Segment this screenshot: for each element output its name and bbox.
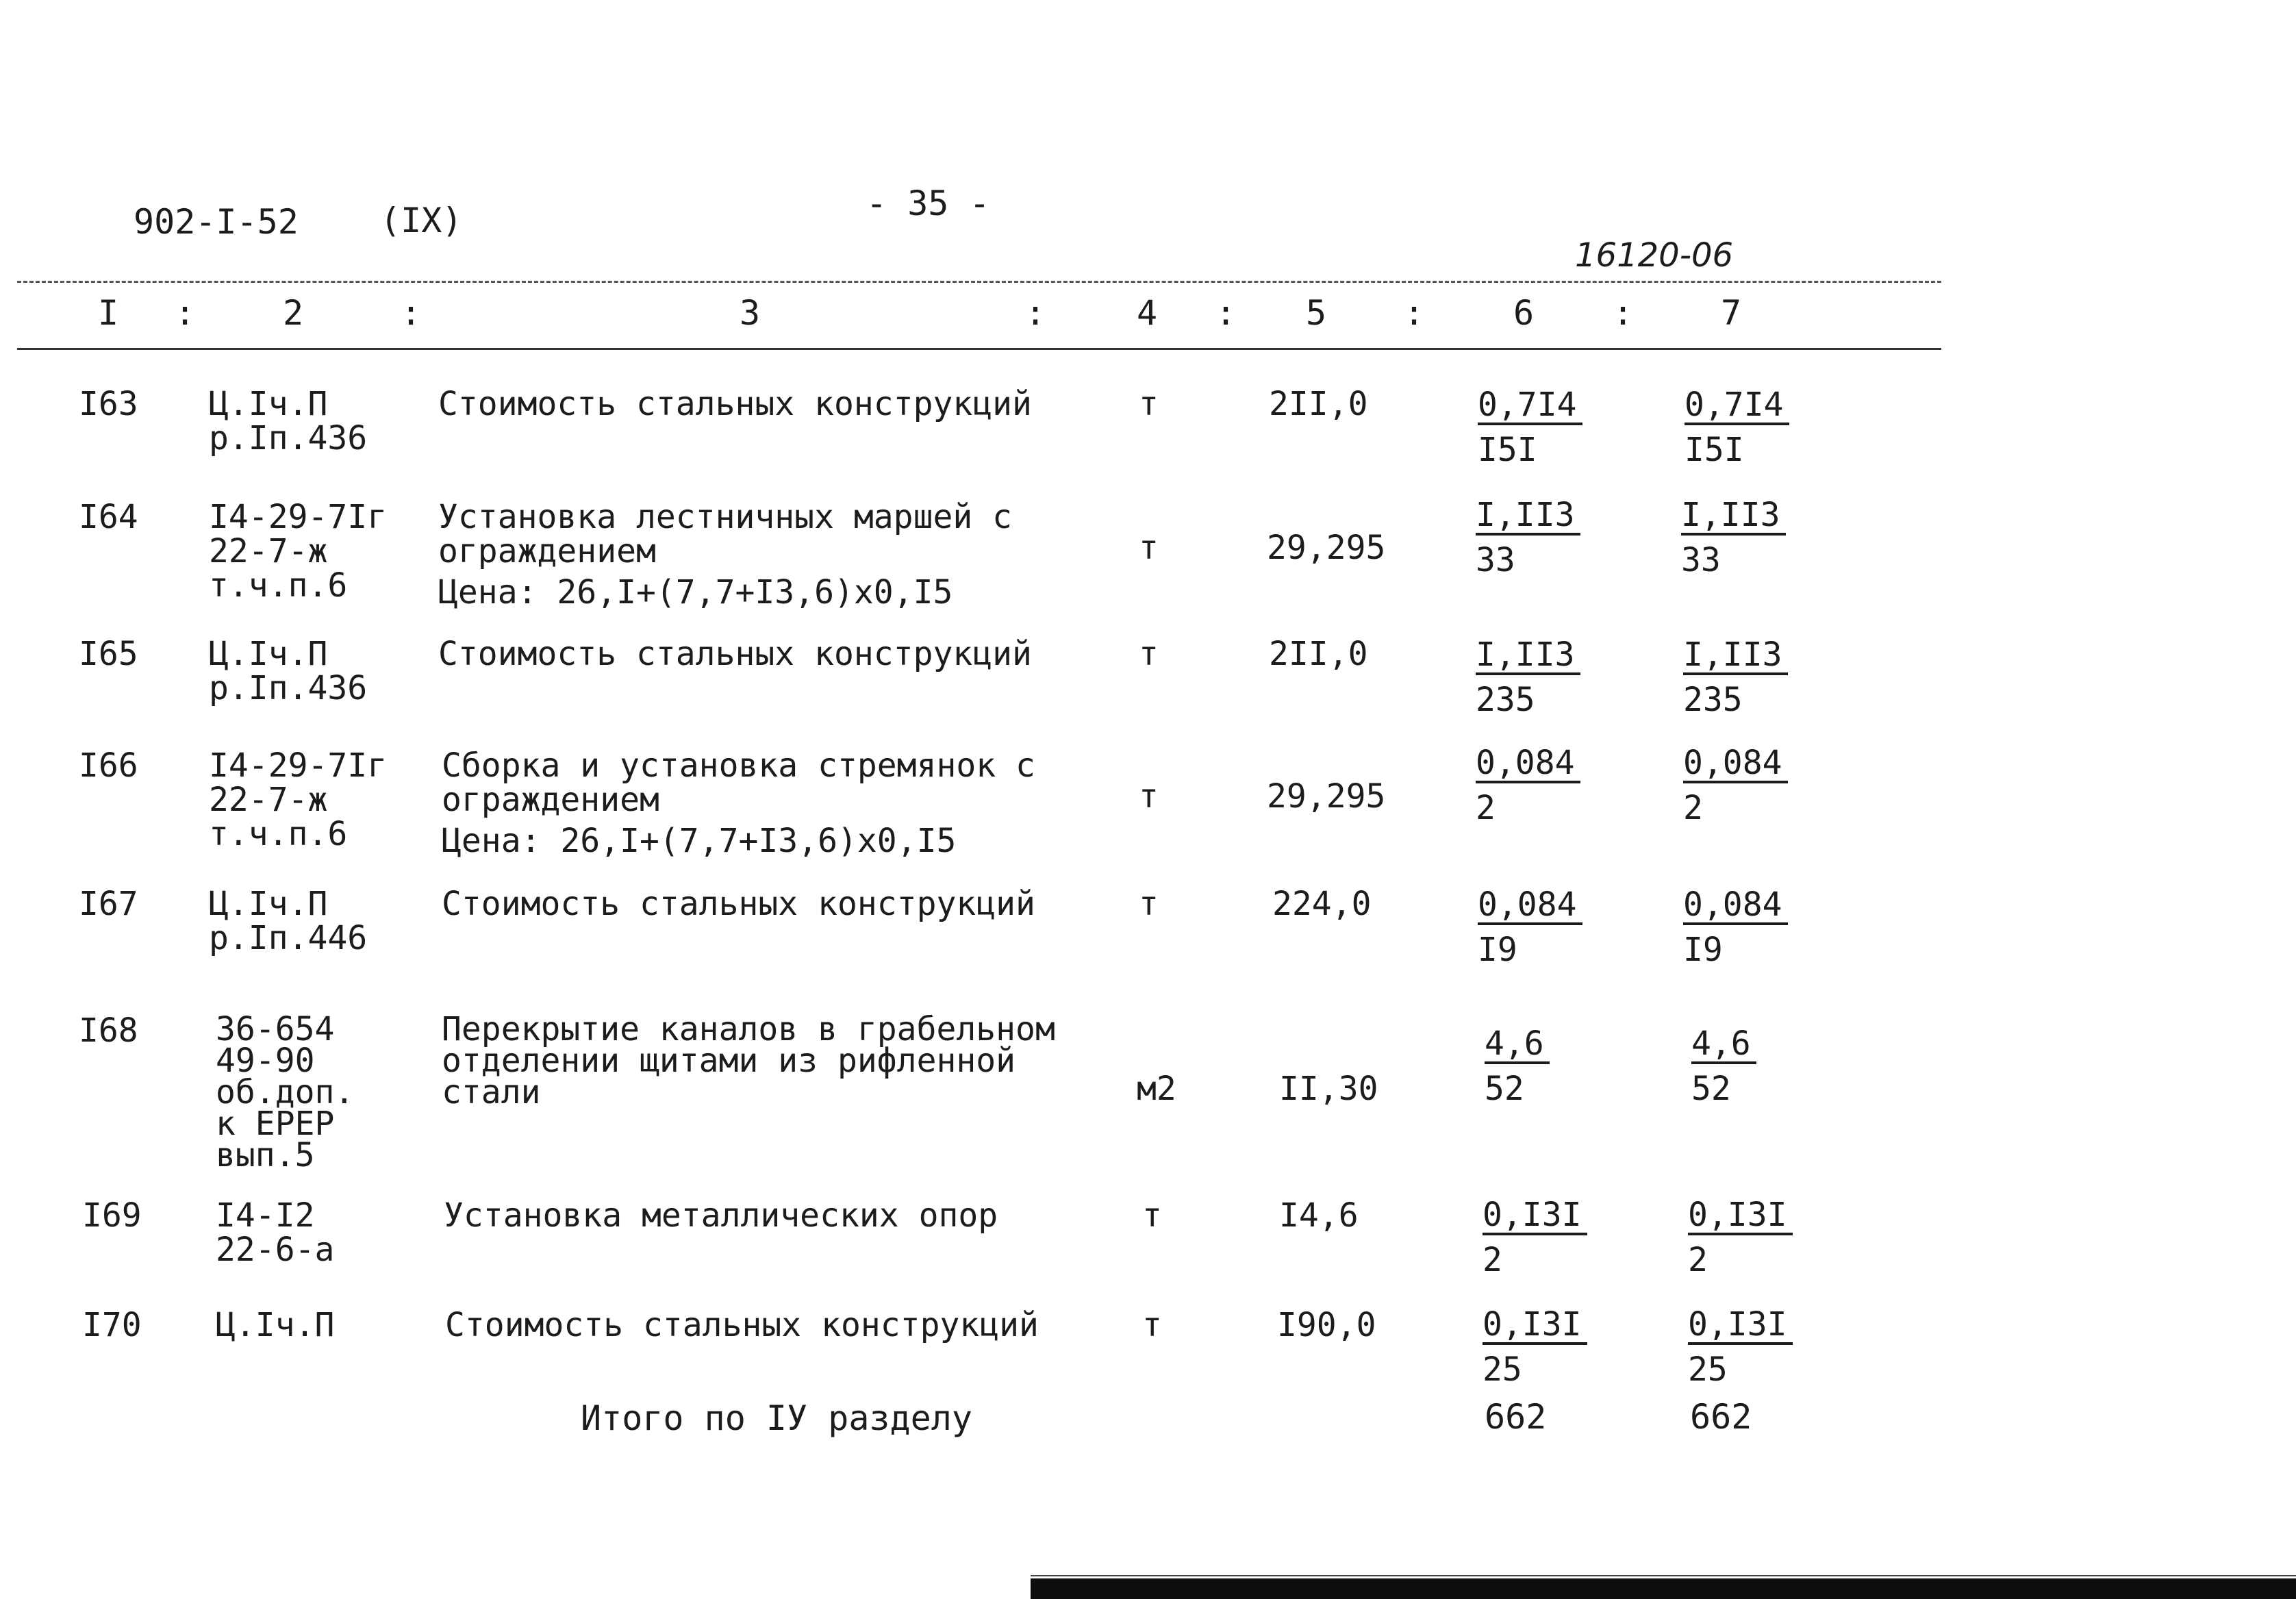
column-header-5: 5	[1306, 293, 1327, 333]
fraction-denominator: I5I	[1478, 431, 1537, 469]
fraction-numerator: I,II3	[1683, 638, 1788, 675]
row-quantity: II,30	[1279, 1070, 1378, 1108]
row-description	[442, 1010, 1055, 1111]
document-code: 902-I-52	[134, 202, 299, 242]
fraction-denominator: I9	[1683, 931, 1723, 969]
page-number: - 35 -	[866, 184, 990, 223]
fraction-numerator: 0,I3I	[1483, 1308, 1587, 1345]
fraction-denominator: 235	[1476, 681, 1535, 719]
fraction-numerator: 0,084	[1683, 888, 1788, 925]
reference-line: I4-29-7Iг	[209, 498, 388, 536]
column-6-fraction	[1476, 635, 1580, 719]
column-6-fraction	[1483, 1305, 1587, 1389]
column-7-fraction	[1691, 1024, 1756, 1108]
scan-edge-bar	[1031, 1578, 2296, 1599]
description-line: Установка металлических опор	[444, 1196, 998, 1235]
column-7-fraction	[1683, 635, 1788, 719]
fraction-denominator: 2	[1476, 789, 1496, 827]
row-quantity: 2II,0	[1269, 385, 1368, 423]
description-line: ограждением	[438, 532, 656, 570]
reference-line: 36-654	[216, 1010, 335, 1048]
column-7-fraction	[1688, 1196, 1793, 1279]
row-price-formula: Цена: 26,I+(7,7+I3,6)х0,I5	[442, 822, 957, 860]
fraction-numerator: 0,I3I	[1483, 1198, 1587, 1235]
row-quantity: 29,295	[1267, 777, 1386, 816]
column-7-fraction	[1683, 885, 1788, 969]
column-7-fraction	[1681, 496, 1786, 579]
row-description	[438, 637, 1032, 671]
column-header-2: 2	[283, 293, 304, 333]
column-header-3: 3	[740, 293, 761, 333]
column-6-fraction	[1478, 885, 1582, 969]
row-number: I68	[79, 1011, 138, 1050]
row-description	[442, 748, 1035, 817]
fraction-numerator: 0,084	[1478, 888, 1582, 925]
row-description	[438, 387, 1032, 421]
fraction-numerator: 0,084	[1683, 746, 1788, 783]
column-7-fraction	[1685, 386, 1789, 469]
header-top-rule	[17, 281, 1941, 283]
scan-edge-line	[1031, 1575, 2296, 1576]
row-number: I63	[79, 385, 138, 423]
fraction-numerator: 0,7I4	[1478, 388, 1582, 425]
fraction-denominator: 52	[1691, 1070, 1731, 1108]
fraction-numerator: I,II3	[1476, 499, 1580, 536]
row-reference	[216, 1308, 334, 1342]
column-separator: :	[1215, 293, 1237, 333]
row-reference	[216, 1010, 355, 1174]
fraction-denominator: 235	[1683, 681, 1743, 719]
row-reference	[209, 387, 367, 455]
section-number: (IX)	[380, 201, 463, 240]
row-reference	[209, 887, 367, 955]
reference-line: р.Iп.436	[209, 669, 368, 707]
row-number: I66	[79, 746, 138, 785]
reference-line: Ц.Iч.П	[209, 385, 328, 423]
reference-line: I4-29-7Iг	[209, 746, 388, 785]
column-6-fraction	[1478, 386, 1582, 469]
reference-line: вып.5	[216, 1136, 315, 1174]
row-reference	[209, 637, 367, 705]
fraction-denominator: 33	[1681, 541, 1721, 579]
reference-line: 22-6-а	[216, 1231, 335, 1269]
row-description	[444, 1198, 998, 1233]
reference-line: 22-7-ж	[209, 781, 328, 819]
fraction-denominator: 2	[1483, 1241, 1502, 1279]
fraction-denominator: I9	[1478, 931, 1517, 969]
reference-line: т.ч.п.6	[209, 815, 348, 853]
row-description	[442, 887, 1035, 921]
description-line: Стоимость стальных конструкций	[445, 1306, 1039, 1344]
reference-line: 22-7-ж	[209, 532, 328, 570]
fraction-numerator: 0,7I4	[1685, 388, 1789, 425]
row-number: I69	[82, 1196, 142, 1235]
fraction-numerator: I,II3	[1476, 638, 1580, 675]
row-reference	[209, 748, 387, 851]
row-unit: т	[1139, 385, 1159, 423]
column-6-fraction	[1476, 744, 1580, 827]
column-separator: :	[1404, 293, 1425, 333]
row-quantity: I90,0	[1277, 1306, 1376, 1344]
row-number: I65	[79, 635, 138, 673]
row-number: I70	[82, 1306, 142, 1344]
column-header-4: 4	[1137, 293, 1158, 333]
reference-line: к ЕРЕР	[216, 1105, 335, 1143]
reference-line: об.доп.	[216, 1073, 355, 1111]
row-description	[445, 1308, 1039, 1342]
fraction-numerator: I,II3	[1681, 499, 1786, 536]
column-header-6: 6	[1513, 293, 1535, 333]
description-line: Стоимость стальных конструкций	[438, 635, 1032, 673]
section-total-label: Итого по IУ разделу	[581, 1398, 972, 1438]
description-line: Перекрытие каналов в грабельном	[442, 1010, 1055, 1048]
row-quantity: 2II,0	[1269, 635, 1368, 673]
row-reference	[216, 1198, 334, 1267]
column-header-7: 7	[1721, 293, 1742, 333]
reference-line: р.Iп.436	[209, 419, 368, 457]
description-line: Сборка и установка стремянок с	[442, 746, 1035, 785]
row-unit: м2	[1137, 1070, 1176, 1108]
column-separator: :	[401, 293, 422, 333]
column-header-1: I	[98, 293, 119, 333]
handwritten-stamp-number: 16120-06	[1575, 236, 1734, 275]
fraction-denominator: I5I	[1685, 431, 1744, 469]
description-line: отделении щитами из рифленной	[442, 1042, 1016, 1080]
fraction-numerator: 0,084	[1476, 746, 1580, 783]
column-separator: :	[1613, 293, 1634, 333]
reference-line: Ц.Iч.П	[216, 1306, 335, 1344]
row-unit: т	[1142, 1196, 1162, 1235]
column-separator: :	[175, 293, 196, 333]
fraction-numerator: 4,6	[1485, 1027, 1550, 1064]
row-unit: т	[1139, 777, 1159, 816]
fraction-denominator: 2	[1683, 789, 1703, 827]
column-7-fraction	[1683, 744, 1788, 827]
fraction-numerator: 0,I3I	[1688, 1198, 1793, 1235]
row-unit: т	[1142, 1306, 1162, 1344]
fraction-numerator: 4,6	[1691, 1027, 1756, 1064]
description-line: ограждением	[442, 781, 659, 819]
description-line: Установка лестничных маршей с	[438, 498, 1013, 536]
row-number: I64	[79, 498, 138, 536]
reference-line: Ц.Iч.П	[209, 885, 328, 923]
column-6-fraction	[1485, 1024, 1550, 1108]
fraction-denominator: 25	[1688, 1350, 1728, 1389]
reference-line: I4-I2	[216, 1196, 315, 1235]
fraction-numerator: 0,I3I	[1688, 1308, 1793, 1345]
row-reference	[209, 500, 387, 603]
column-6-fraction	[1476, 496, 1580, 579]
row-number: I67	[79, 885, 138, 923]
reference-line: т.ч.п.6	[209, 566, 348, 605]
section-total-column-7: 662	[1690, 1397, 1752, 1437]
column-6-fraction	[1483, 1196, 1587, 1279]
fraction-denominator: 25	[1483, 1350, 1522, 1389]
row-description	[438, 500, 1012, 568]
row-unit: т	[1139, 635, 1159, 673]
row-unit: т	[1139, 529, 1159, 567]
fraction-denominator: 33	[1476, 541, 1515, 579]
fraction-denominator: 2	[1688, 1241, 1708, 1279]
reference-line: Ц.Iч.П	[209, 635, 328, 673]
row-quantity: 29,295	[1267, 529, 1386, 567]
row-price-formula: Цена: 26,I+(7,7+I3,6)х0,I5	[438, 573, 953, 612]
row-quantity: 224,0	[1272, 885, 1372, 923]
section-total-column-6: 662	[1485, 1397, 1547, 1437]
description-line: Стоимость стальных конструкций	[438, 385, 1032, 423]
row-quantity: I4,6	[1279, 1196, 1359, 1235]
row-unit: т	[1139, 885, 1159, 923]
fraction-denominator: 52	[1485, 1070, 1524, 1108]
description-line: Стоимость стальных конструкций	[442, 885, 1035, 923]
column-7-fraction	[1688, 1305, 1793, 1389]
description-line: стали	[442, 1073, 541, 1111]
column-separator: :	[1025, 293, 1046, 333]
reference-line: 49-90	[216, 1042, 315, 1080]
header-bottom-rule	[17, 348, 1941, 350]
reference-line: р.Iп.446	[209, 919, 368, 957]
